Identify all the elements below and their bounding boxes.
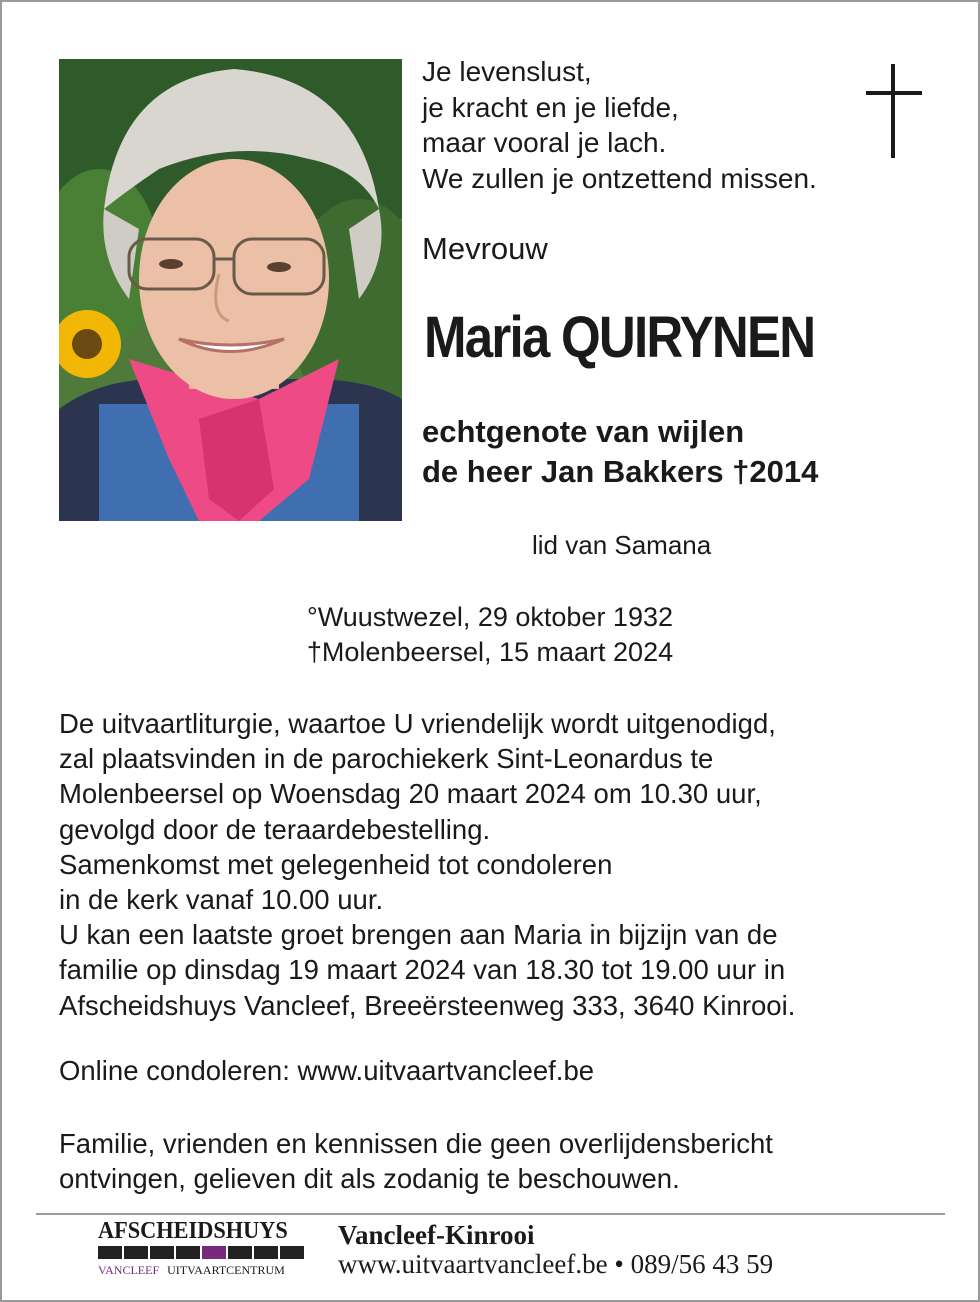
honorific: Mevrouw xyxy=(422,231,548,266)
body-line: De uitvaartliturgie, waartoe U vriendelijk wordt uitgenodigd, xyxy=(59,708,776,739)
spouse-info xyxy=(422,412,818,492)
notice-line: ontvingen, gelieven dit als zodanig te beschouwen. xyxy=(59,1163,680,1195)
spouse-line: echtgenote van wijlen xyxy=(422,414,745,449)
funeral-home-logo xyxy=(98,1218,304,1280)
funeral-details xyxy=(59,706,795,1023)
poem-line: We zullen je ontzettend missen. xyxy=(422,162,817,194)
birth-date: °Wuustwezel, 29 oktober 1932 xyxy=(306,602,674,632)
spouse-line: de heer Jan Bakkers †2014 xyxy=(422,454,819,489)
death-date: †Molenbeersel, 15 maart 2024 xyxy=(306,637,674,667)
logo-left-text: VANCLEEF xyxy=(98,1263,160,1277)
body-line: gevolgd door de teraardebestelling. xyxy=(59,813,491,845)
poem-line: maar vooral je lach. xyxy=(422,127,667,158)
logo-right-text: UITVAARTCENTRUM xyxy=(167,1263,285,1277)
membership: lid van Samana xyxy=(532,530,712,560)
funeral-home-contact: www.uitvaartvancleef.be • 089/56 43 59 xyxy=(338,1249,774,1279)
body-line: zal plaatsvinden in de parochiekerk Sint-Leonardus te xyxy=(59,743,714,775)
body-line: in de kerk vanaf 10.00 uur. xyxy=(59,884,384,916)
body-line: U kan een laatste groet brengen aan Maria in bijzijn van de xyxy=(59,919,778,951)
logo-title: AFSCHEIDSHUYS xyxy=(98,1218,288,1244)
notice xyxy=(59,1126,773,1196)
poem-line: Je levenslust, xyxy=(422,56,592,87)
portrait-photo xyxy=(59,59,402,521)
deceased-name: Maria QUIRYNEN xyxy=(424,305,815,370)
latin-cross-icon xyxy=(866,64,922,158)
logo-bar xyxy=(98,1246,304,1259)
online-condolence: Online condoleren: www.uitvaartvancleef.be xyxy=(59,1055,595,1086)
logo-subtitle xyxy=(98,1263,304,1277)
body-line: Samenkomst met gelegenheid tot condoleren xyxy=(59,848,613,880)
body-line: Molenbeersel op Woensdag 20 maart 2024 om 10.30 uur, xyxy=(59,778,762,810)
funeral-home-name: Vancleef-Kinrooi xyxy=(338,1220,535,1250)
life-dates xyxy=(0,600,980,670)
notice-line: Familie, vrienden en kennissen die geen overlijdensbericht xyxy=(59,1128,773,1159)
body-line: familie op dinsdag 19 maart 2024 van 18.30 tot 19.00 uur in xyxy=(59,954,786,986)
body-line: Afscheidshuys Vancleef, Breeërsteenweg 333, 3640 Kinrooi. xyxy=(59,989,796,1021)
divider xyxy=(36,1213,945,1215)
poem-line: je kracht en je liefde, xyxy=(422,91,679,123)
poem xyxy=(422,54,817,196)
